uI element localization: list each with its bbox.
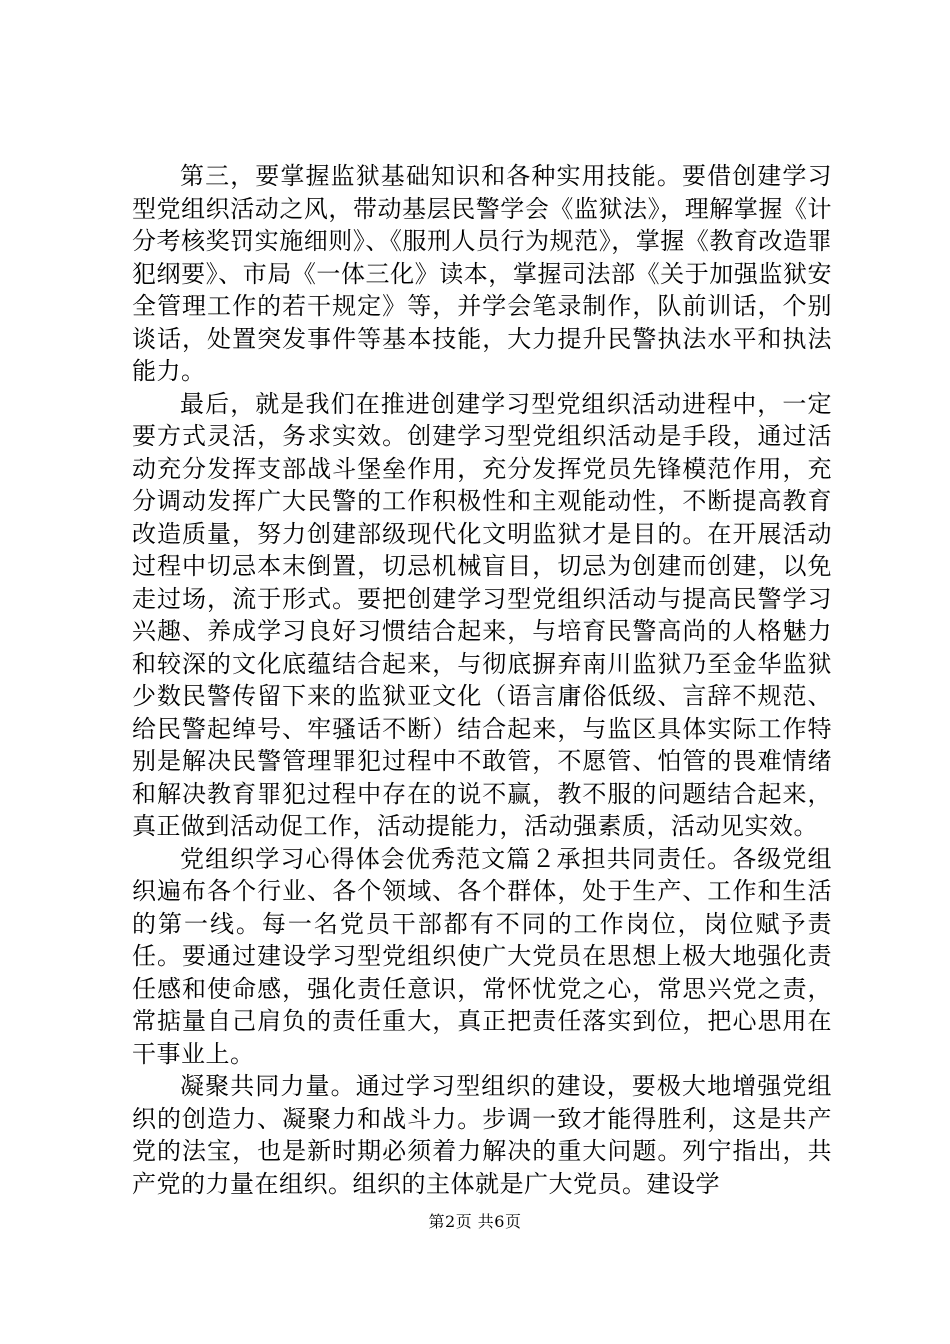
paragraph-3: 党组织学习心得体会优秀范文篇２承担共同责任。各级党组织遍布各个行业、各个领域、各个群体，处于生产、工作和生活的第一线。每一名党员干部都有不同的工作岗位，岗位赋予责任。要通过建设学习型党组织使广大党员在思想上极大地强化责任感和使命感，强化责任意识，常怀忧党之心，常思兴党之责，常掂量自己肩负的责任重大，真正把责任落实到位，把心思用在干事业上。 — [132, 844, 832, 1068]
paragraph-1: 第三，要掌握监狱基础知识和各种实用技能。要借创建学习型党组织活动之风，带动基层民警学会《监狱法》，理解掌握《计分考核奖罚实施细则》、《服刑人员行为规范》，掌握《教育改造罪犯纲要》、市局《一体三化》读本，掌握司法部《关于加强监狱安全管理工作的若干规定》等，并学会笔录制作，队前训话，个别谈话，处置突发事件等基本技能，大力提升民警执法水平和执法能力。 — [132, 162, 832, 385]
page-number-footer: 第2页 共6页 — [428, 1212, 522, 1231]
document-body — [132, 160, 832, 1200]
paragraph-2: 最后，就是我们在推进创建学习型党组织活动进程中，一定要方式灵活，务求实效。创建学习型党组织活动是手段，通过活动充分发挥支部战斗堡垒作用，充分发挥党员先锋模范作用，充分调动发挥广大民警的工作积极性和主观能动性，不断提高教育改造质量，努力创建部级现代化文明监狱才是目的。在开展活动过程中切忌本末倒置，切忌机械盲目，切忌为创建而创建，以免走过场，流于形式。要把创建学习型党组织活动与提高民警学习兴趣、养成学习良好习惯结合起来，与培育民警高尚的人格魅力和较深的文化底蕴结合起来，与彻底摒弃南川监狱乃至金华监狱少数民警传留下来的监狱亚文化（语言庸俗低级、言辞不规范、给民警起绰号、牢骚话不断）结合起来，与监区具体实际工作特别是解决民警管理罪犯过程中不敢管，不愿管、怕管的畏难情绪和解决教育罪犯过程中存在的说不赢，教不服的问题结合起来，真正做到活动促工作，活动提能力，活动强素质，活动见实效。 — [132, 389, 832, 840]
paragraph-4: 凝聚共同力量。通过学习型组织的建设，要极大地增强党组织的创造力、凝聚力和战斗力。步调一致才能得胜利，这是共产党的法宝，也是新时期必须着力解决的重大问题。列宁指出，共产党的力量在组织。组织的主体就是广大党员。建设学 — [132, 1072, 832, 1198]
